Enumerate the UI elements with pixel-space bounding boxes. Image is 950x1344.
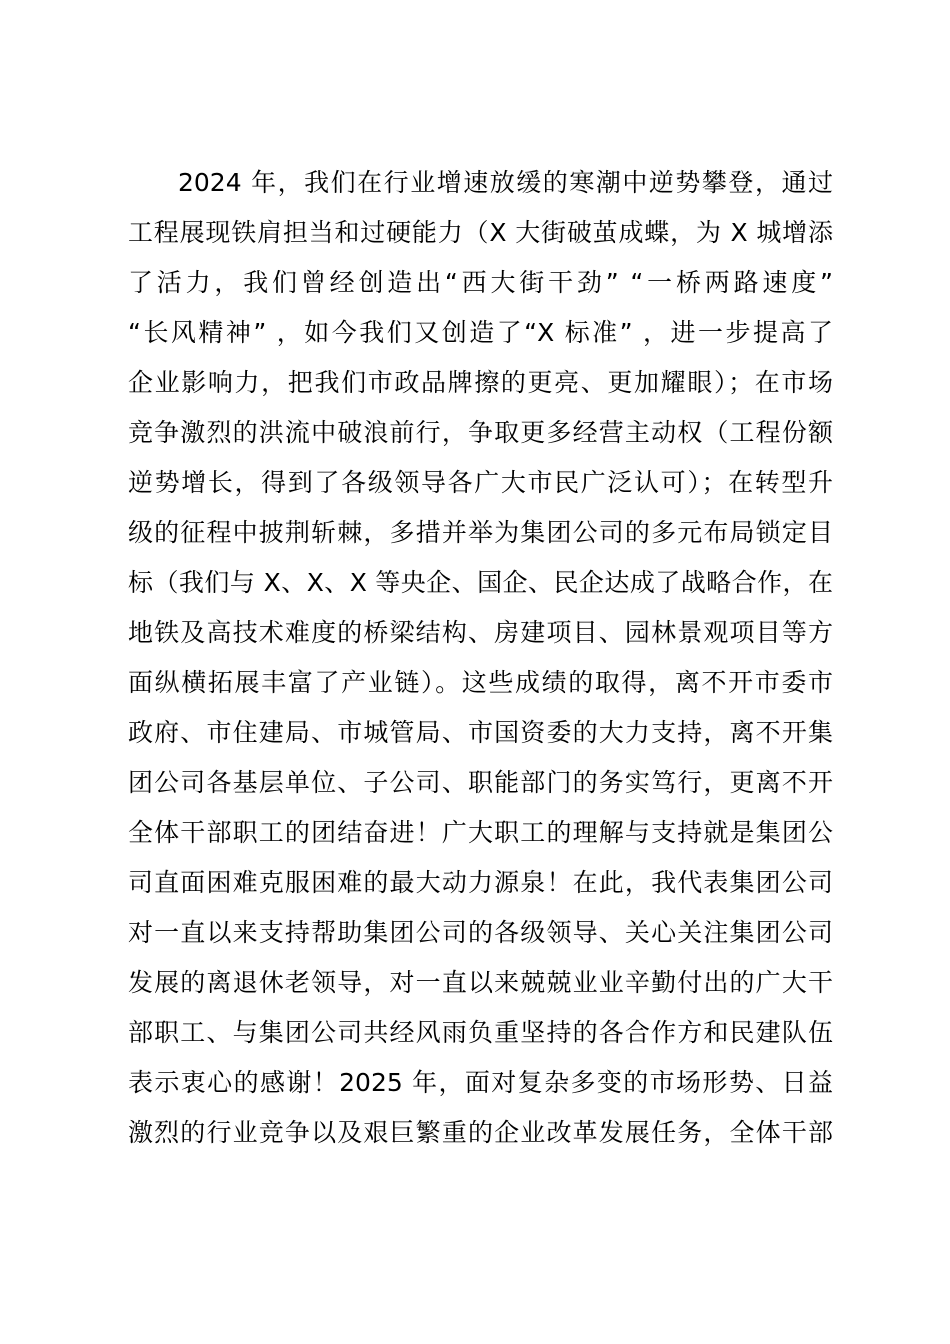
paragraph-line: 逆势增长，得到了各级领导各广大市民广泛认可）；在转型升 xyxy=(128,468,833,497)
paragraph-line: 全体干部职工的团结奋进！广大职工的理解与支持就是集团公 xyxy=(128,818,833,847)
paragraph-line: “长风精神” ，如今我们又创造了“X 标准” ，进一步提高了 xyxy=(128,318,833,347)
paragraph-line: 级的征程中披荆斩棘，多措并举为集团公司的多元布局锁定目 xyxy=(128,518,833,547)
paragraph-line: 发展的离退休老领导，对一直以来兢兢业业辛勤付出的广大干 xyxy=(128,968,833,997)
paragraph-line: 2024 年，我们在行业增速放缓的寒潮中逆势攀登，通过 xyxy=(178,168,833,197)
paragraph-line: 司直面困难克服困难的最大动力源泉！在此，我代表集团公司 xyxy=(128,868,833,897)
paragraph-line: 激烈的行业竞争以及艰巨繁重的企业改革发展任务，全体干部 xyxy=(128,1118,833,1147)
paragraph-line: 政府、市住建局、市城管局、市国资委的大力支持，离不开集 xyxy=(128,718,833,747)
paragraph-line: 标（我们与 X、X、X 等央企、国企、民企达成了战略合作，在 xyxy=(128,568,833,597)
paragraph-line: 团公司各基层单位、子公司、职能部门的务实笃行，更离不开 xyxy=(128,768,833,797)
paragraph-line: 表示衷心的感谢！2025 年，面对复杂多变的市场形势、日益 xyxy=(128,1068,833,1097)
paragraph-line: 面纵横拓展丰富了产业链）。这些成绩的取得，离不开市委市 xyxy=(128,668,833,697)
paragraph-line: 企业影响力，把我们市政品牌擦的更亮、更加耀眼）；在市场 xyxy=(128,368,833,397)
body-paragraph xyxy=(128,158,833,1158)
paragraph-line: 地铁及高技术难度的桥梁结构、房建项目、园林景观项目等方 xyxy=(128,618,833,647)
paragraph-line: 了活力，我们曾经创造出“西大街干劲” “一桥两路速度” xyxy=(128,268,833,297)
paragraph-line: 部职工、与集团公司共经风雨负重坚持的各合作方和民建队伍 xyxy=(128,1018,833,1047)
paragraph-line: 工程展现铁肩担当和过硬能力（X 大街破茧成蝶，为 X 城增添 xyxy=(128,218,833,247)
paragraph-line: 对一直以来支持帮助集团公司的各级领导、关心关注集团公司 xyxy=(128,918,833,947)
paragraph-line: 竞争激烈的洪流中破浪前行，争取更多经营主动权（工程份额 xyxy=(128,418,833,447)
